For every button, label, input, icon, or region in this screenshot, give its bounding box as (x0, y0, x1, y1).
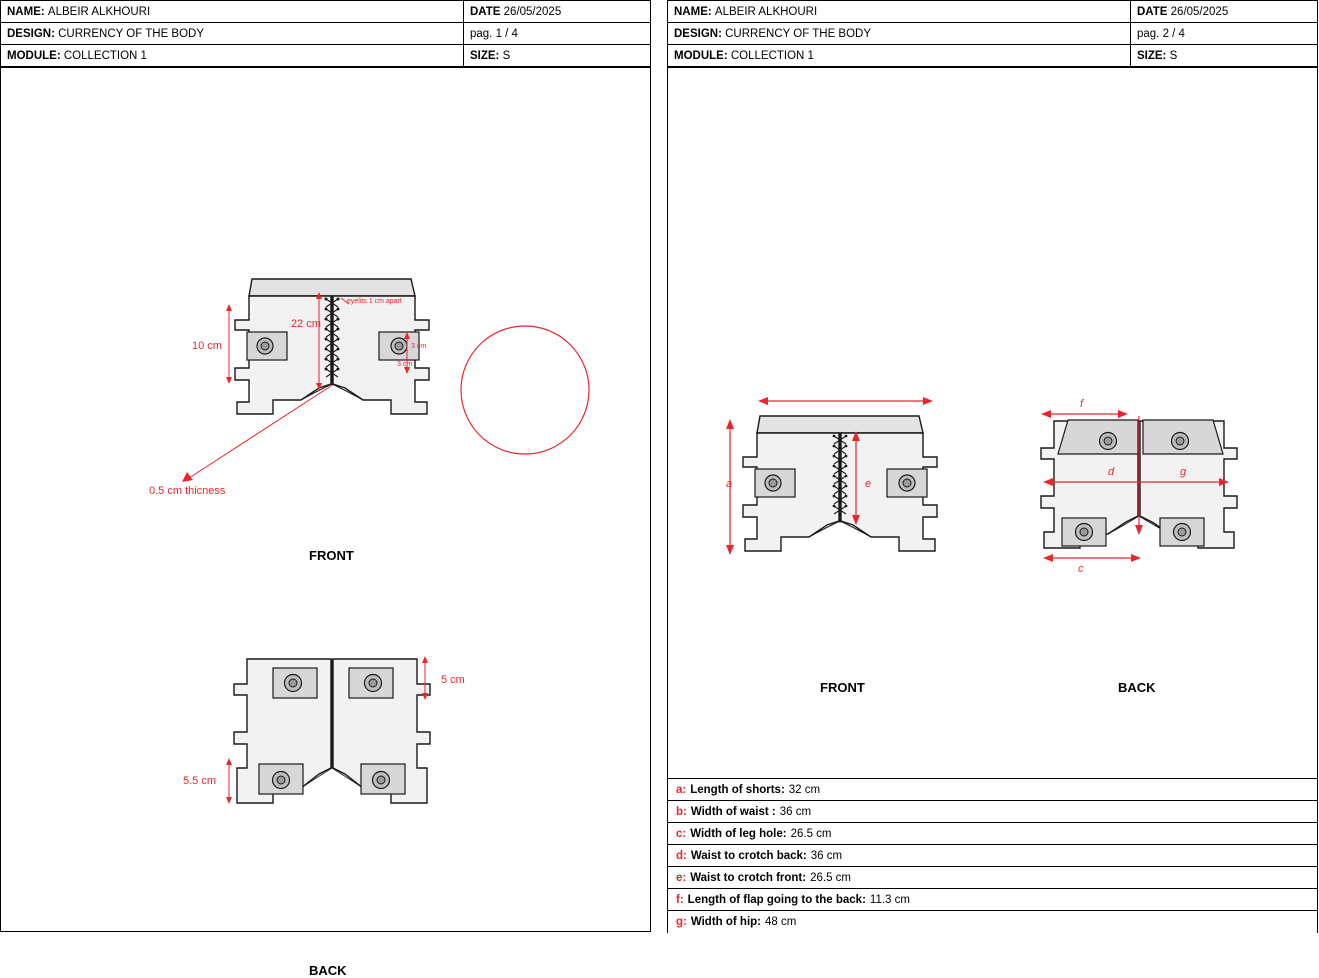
page-2 (667, 0, 1318, 932)
design-value: CURRENCY OF THE BODY (58, 27, 205, 40)
name-cell (1, 1, 464, 22)
date-label: DATE (470, 5, 501, 18)
module-cell (1, 45, 464, 66)
header-row-name (668, 1, 1317, 23)
meas-value: 36 cm (810, 849, 843, 862)
back-view-label-2: BACK (1118, 680, 1156, 695)
meas-label: Width of waist : (690, 805, 776, 818)
table-row (667, 801, 1318, 823)
size-value: S (502, 49, 511, 62)
letter-a: a (726, 478, 733, 490)
size-value: S (1169, 49, 1178, 62)
meas-label: Length of shorts: (690, 783, 785, 796)
dim-5cm: 5 cm (441, 674, 465, 686)
meas-key: b: (676, 805, 687, 818)
table-row (667, 911, 1318, 933)
header-row-design (668, 23, 1317, 45)
design-label: DESIGN: (7, 27, 55, 40)
meas-value: 26.5 cm (810, 871, 851, 884)
module-label: MODULE: (674, 49, 728, 62)
page-1 (0, 0, 651, 978)
page-number-cell: pag. 2 / 4 (1137, 27, 1185, 40)
name-value: ALBEIR ALKHOURI (47, 5, 151, 18)
meas-label: Length of flap going to the back: (687, 893, 866, 906)
size-label: SIZE: (470, 49, 500, 62)
meas-value: 32 cm (788, 783, 821, 796)
header-row-module (668, 45, 1317, 67)
design-value: CURRENCY OF THE BODY (725, 27, 872, 40)
date-value: 26/05/2025 (1170, 5, 1229, 18)
page-1-illustration (1, 68, 650, 932)
letter-c: c (1078, 563, 1084, 575)
meas-label: Waist to crotch front: (690, 871, 807, 884)
letter-e: e (865, 478, 872, 490)
page-1-header (1, 1, 650, 68)
dim-3cm-b: 3 cm (397, 361, 413, 368)
letter-d: d (1108, 466, 1115, 478)
front-shorts-drawing-2 (743, 416, 937, 551)
module-value: COLLECTION 1 (63, 49, 147, 62)
page-number-cell: pag. 1 / 4 (470, 27, 518, 40)
table-row (667, 779, 1318, 801)
dim-22cm: 22 cm (291, 318, 321, 330)
header-row-module (1, 45, 650, 67)
meas-key: c: (676, 827, 687, 840)
size-cell (1131, 45, 1317, 66)
table-row (667, 889, 1318, 911)
dim-10cm: 10 cm (192, 340, 222, 352)
name-label: NAME: (674, 5, 712, 18)
module-label: MODULE: (7, 49, 61, 62)
front-view-label-2: FRONT (820, 680, 865, 695)
page-1-body (1, 68, 650, 978)
meas-value: 26.5 cm (790, 827, 832, 840)
meas-key: g: (676, 916, 687, 928)
size-cell (464, 45, 650, 66)
page-2-header (668, 1, 1317, 68)
meas-label: Width of hip: (690, 916, 762, 928)
letter-f: f (1080, 398, 1084, 410)
dim-5-5cm: 5.5 cm (183, 775, 217, 787)
header-row-design (1, 23, 650, 45)
design-cell (668, 23, 1131, 44)
design-cell (1, 23, 464, 44)
date-cell (1131, 1, 1317, 22)
dim-thickness: 0.5 cm thicness (149, 485, 226, 497)
front-view-label: FRONT (309, 548, 354, 563)
table-row (667, 823, 1318, 845)
meas-key: e: (676, 871, 687, 884)
dim-eyelets-note: eyelits 1 cm apart (347, 298, 402, 305)
letter-g: g (1180, 466, 1187, 478)
meas-label: Width of leg hole: (690, 827, 787, 840)
meas-key: a: (676, 783, 687, 796)
page-2-body (668, 68, 1317, 932)
name-label: NAME: (7, 5, 45, 18)
design-label: DESIGN: (674, 27, 722, 40)
meas-key: d: (676, 849, 687, 862)
dim-3cm-a: 3 cm (411, 343, 427, 350)
size-label: SIZE: (1137, 49, 1167, 62)
table-row (667, 867, 1318, 889)
name-cell (668, 1, 1131, 22)
meas-value: 36 cm (779, 805, 812, 818)
measurements-table (667, 778, 1318, 933)
module-value: COLLECTION 1 (730, 49, 814, 62)
meas-key: f: (676, 893, 684, 906)
meas-value: 48 cm (765, 916, 797, 928)
date-cell (464, 1, 650, 22)
name-value: ALBEIR ALKHOURI (714, 5, 818, 18)
back-view-label: BACK (309, 963, 347, 978)
header-row-name (1, 1, 650, 23)
meas-label: Waist to crotch back: (690, 849, 807, 862)
module-cell (668, 45, 1131, 66)
date-label: DATE (1137, 5, 1168, 18)
table-row (667, 845, 1318, 867)
back-shorts-drawing (234, 659, 430, 803)
date-value: 26/05/2025 (503, 5, 562, 18)
meas-value: 11.3 cm (869, 893, 910, 906)
